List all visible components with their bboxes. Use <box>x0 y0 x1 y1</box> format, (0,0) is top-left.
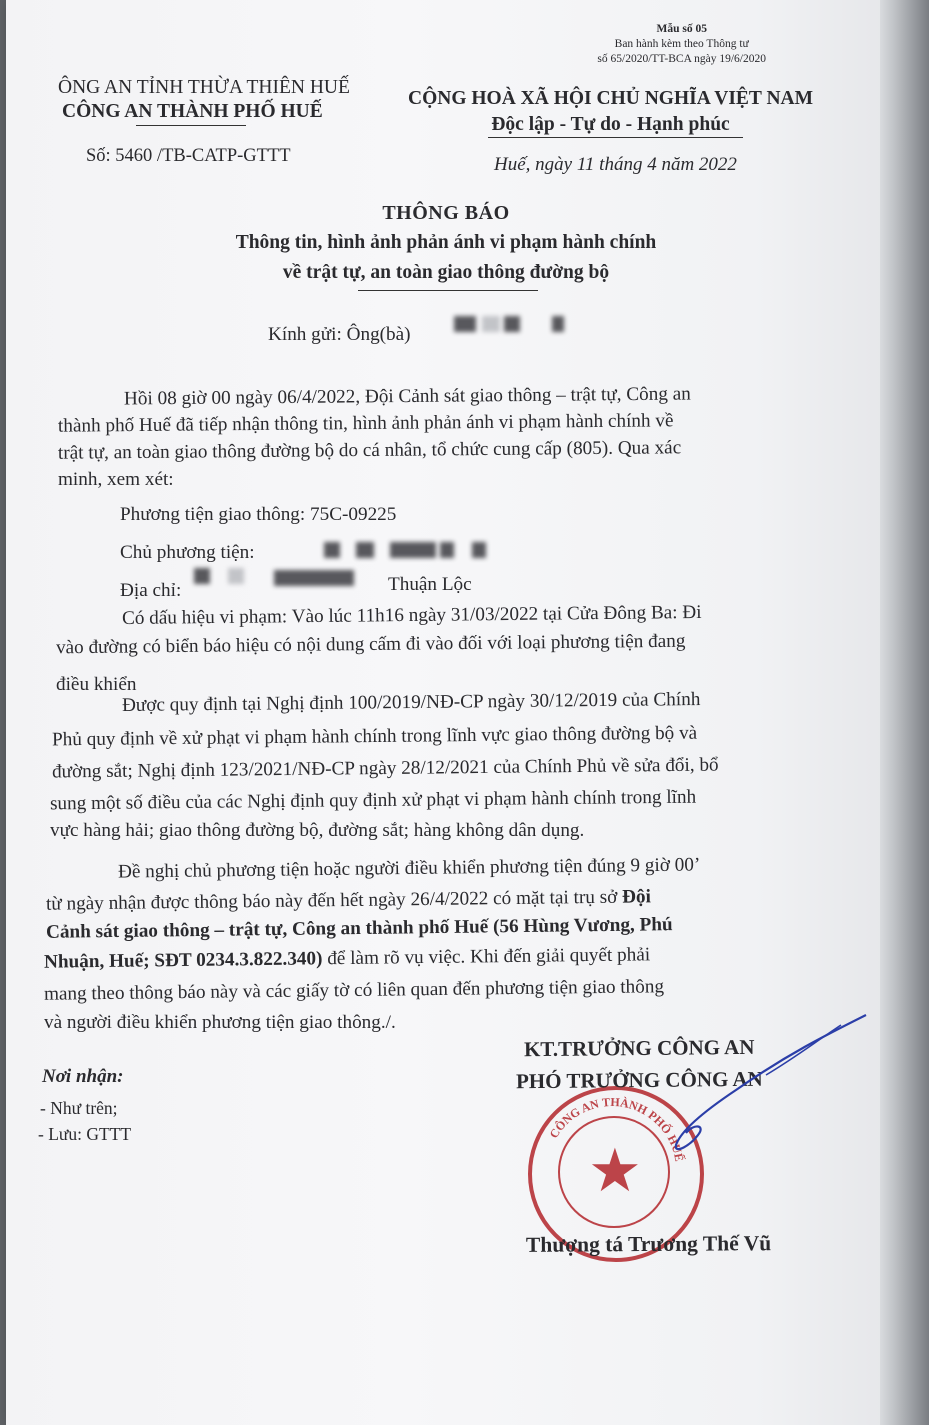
redacted-address <box>274 570 354 586</box>
subtitle-line-2: về trật tự, an toàn giao thông đường bộ <box>282 262 610 283</box>
signature <box>586 995 886 1165</box>
redacted-owner <box>390 542 436 558</box>
violation-line-1: Có dấu hiệu vi phạm: Vào lúc 11h16 ngày 31/03/2022 tại Cửa Đông Ba: Đi <box>121 601 702 630</box>
redacted-name <box>454 316 476 332</box>
request-line-3: Cảnh sát giao thông – trật tự, Công an thành phố Huế (56 Hùng Vương, Phú <box>45 914 673 943</box>
national-motto <box>408 86 813 138</box>
violation-line-3: điều khiển <box>56 674 137 695</box>
recipient-item: - Như trên; <box>40 1098 118 1118</box>
sign-title-1: KT.TRƯỞNG CÔNG AN <box>523 1034 755 1062</box>
redacted-owner <box>356 542 374 558</box>
subtitle-underline <box>358 290 538 291</box>
background-surface <box>880 0 929 1425</box>
notice-document <box>6 0 886 1425</box>
form-circular: số 65/2020/TT-BCA ngày 19/6/2020 <box>597 53 766 65</box>
request-line-2-bold: Đội <box>621 886 651 908</box>
nation-line-1: CỘNG HOÀ XÃ HỘI CHỦ NGHĨA VIỆT NAM <box>408 88 814 109</box>
vehicle-plate: Phương tiện giao thông: 75C-09225 <box>120 504 397 525</box>
legal-line-1: Được quy định tại Nghị định 100/2019/NĐ-CP ngày 30/12/2019 của Chính <box>121 688 701 717</box>
legal-line-2: Phủ quy định về xử phạt vi phạm hành chính trong lĩnh vực giao thông đường bộ và <box>51 722 698 751</box>
document-number: Số: 5460 /TB-CATP-GTTT <box>86 146 291 166</box>
recipients-title: Nơi nhận: <box>42 1066 124 1087</box>
motto-underline <box>488 137 743 138</box>
form-issued-by: Ban hành kèm theo Thông tư <box>614 38 749 50</box>
redacted-owner <box>472 542 486 558</box>
seal-text: CÔNG AN THÀNH PHỐ HUẾ <box>546 1094 687 1163</box>
request-line-5: mang theo thông báo này và các giấy tờ có liên quan đến phương tiện giao thông <box>43 976 665 1005</box>
org-line-2: CÔNG AN THÀNH PHỐ HUẾ <box>62 101 323 122</box>
document-title: THÔNG BÁO <box>382 202 510 224</box>
org-underline <box>136 125 246 126</box>
recipient-label: Kính gửi: Ông(bà) <box>268 324 411 345</box>
para1-line-2: thành phố Huế đã tiếp nhận thông tin, hình ảnh phản ánh vi phạm hành chính về <box>57 410 674 437</box>
request-line-4-text: để làm rõ vụ việc. Khi đến giải quyết phải <box>322 944 651 970</box>
legal-line-5: vực hàng hải; giao thông đường bộ, đường sắt; hàng không dân dụng. <box>50 820 585 841</box>
redacted-name <box>552 316 564 332</box>
legal-line-3: đường sắt; Nghị định 123/2021/NĐ-CP ngày 28/12/2021 của Chính Phủ về sửa đổi, bổ <box>51 754 719 783</box>
request-line-1: Đề nghị chủ phương tiện hoặc người điều khiển phương tiện đúng 9 giờ 00’ <box>117 854 701 883</box>
subtitle-line-1: Thông tin, hình ảnh phản ánh vi phạm hành chính <box>235 232 657 253</box>
form-number: Mẫu số 05 <box>656 23 707 35</box>
para1-line-3: trật tự, an toàn giao thông đường bộ do cá nhân, tổ chức cung cấp (805). Qua xác <box>57 437 682 464</box>
redacted-owner <box>440 542 454 558</box>
org-line-1: ÔNG AN TỈNH THỪA THIÊN HUẾ <box>58 77 350 98</box>
legal-line-4: sung một số điều của các Nghị định quy định xử phạt vi phạm hành chính trong lĩnh <box>49 786 697 815</box>
document-date: Huế, ngày 11 tháng 4 năm 2022 <box>494 154 737 175</box>
request-line-2-text: từ ngày nhận được thông báo này đến hết ngày 26/4/2022 có mặt tại trụ sở <box>45 886 618 915</box>
address-label: Địa chỉ: <box>120 580 182 601</box>
nation-line-2: Độc lập - Tự do - Hạnh phúc <box>491 114 730 135</box>
star-icon: ★ <box>588 1136 642 1206</box>
request-line-4 <box>44 942 650 975</box>
request-line-6: và người điều khiển phương tiện giao thông./. <box>44 1012 396 1033</box>
form-reference <box>597 22 766 67</box>
issuing-organization <box>58 76 350 124</box>
para1-line-4: minh, xem xét: <box>58 469 174 490</box>
address-visible: Thuận Lộc <box>388 574 472 595</box>
redacted-name <box>504 316 520 332</box>
signer-name: Thượng tá Trương Thế Vũ <box>525 1231 772 1257</box>
owner-label: Chủ phương tiện: <box>120 542 255 563</box>
redacted-address <box>228 568 244 584</box>
violation-line-2: vào đường có biển báo hiệu có nội dung cấm đi vào đối với loại phương tiện đang <box>55 630 686 659</box>
redacted-name <box>482 316 500 332</box>
redacted-address <box>194 568 210 584</box>
redacted-owner <box>324 542 340 558</box>
recipient-item: - Lưu: GTTT <box>38 1124 132 1144</box>
sign-title-2: PHÓ TRƯỞNG CÔNG AN <box>515 1066 763 1094</box>
request-line-4-bold: Nhuận, Huế; SĐT 0234.3.822.340) <box>43 948 323 973</box>
para1-line-1: Hồi 08 giờ 00 ngày 06/4/2022, Đội Cảnh sát giao thông – trật tự, Công an <box>123 383 691 410</box>
